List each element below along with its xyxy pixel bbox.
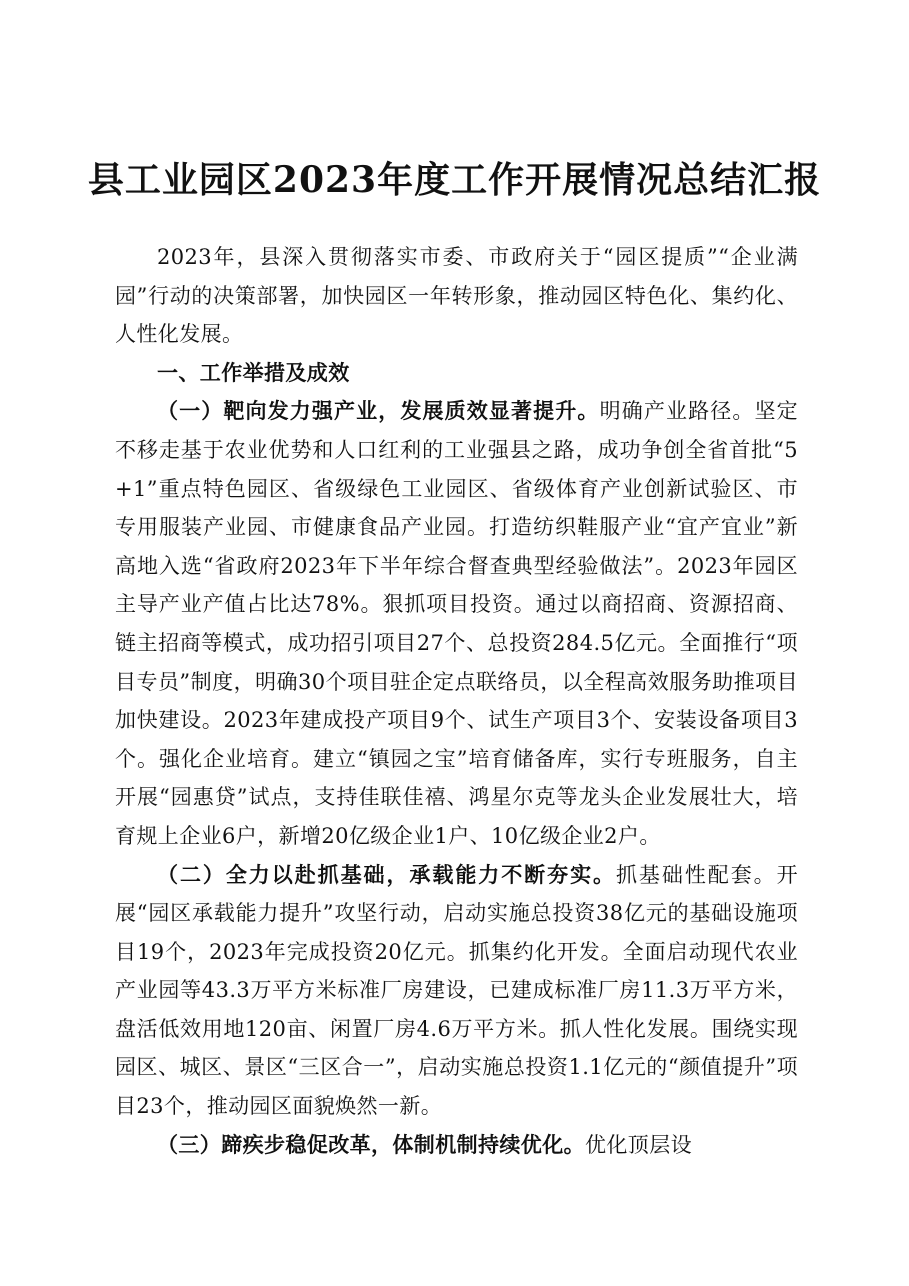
intro-paragraph: 2023年，县深入贯彻落实市委、市政府关于“园区提质”“企业满园”行动的决策部署，加快园区一年转形象，推动园区特色化、集约化、人性化发展。 xyxy=(115,245,798,347)
item-2-lead: （二）全力以赴抓基础，承载能力不断夯实。 xyxy=(157,861,616,887)
item-3-text: 优化顶层设 xyxy=(585,1132,692,1157)
item-3-lead: （三）蹄疾步稳促改革，体制机制持续优化。 xyxy=(157,1131,585,1157)
item-1-lead: （一）靶向发力强产业，发展质效显著提升。 xyxy=(157,398,600,424)
item-1-text: 明确产业路径。坚定不移走基于农业优势和人口红利的工业强县之路，成功争创全省首批“5+1”重点特色园区、省级绿色工业园区、省级体育产业创新试验区、市专用服装产业园、市健康食品产业园。打造纺织鞋服产业“宜产宜业”新高地入选“省政府2023年下半年综合督查典型经验做法”。2023年园区主导产业产值占比达78%。狠抓项目投资。通过以商招商、资源招商、链主招商等模式，成功招引项目27个、总投资284.5亿元。全面推行“项目专员”制度，明确30个项目驻企定点联络员，以全程高效服务助推项目加快建设。2023年建成投产项目9个、试生产项目3个、安装设备项目3个。强化企业培育。建立“镇园之宝”培育储备库，实行专班服务，自主开展“园惠贷”试点，支持佳联佳禧、鸿星尔克等龙头企业发展壮大，培育规上企业6户，新增20亿级企业1户、10亿级企业2户。 xyxy=(115,399,799,848)
paragraph-item-1 xyxy=(115,392,798,855)
document-title: 县工业园区2023年度工作开展情况总结汇报 xyxy=(87,159,822,201)
section-heading-1: 一、工作举措及成效 xyxy=(157,360,350,385)
item-2-text: 抓基础性配套。开展“园区承载能力提升”攻坚行动，启动实施总投资38亿元的基础设施项目19个，2023年完成投资20亿元。抓集约化开发。全面启动现代农业产业园等43.3万平方米标准厂房建设，已建成标准厂房11.3万平方米，盘活低效用地120亩、闲置厂房4.6万平方米。抓人性化发展。围绕实现园区、城区、景区“三区合一”，启动实施总投资1.1亿元的“颜值提升”项目23个，推动园区面貌焕然一新。 xyxy=(115,862,799,1119)
document-body xyxy=(115,238,798,1164)
paragraph-item-2 xyxy=(115,856,798,1126)
paragraph-item-3 xyxy=(115,1126,798,1165)
